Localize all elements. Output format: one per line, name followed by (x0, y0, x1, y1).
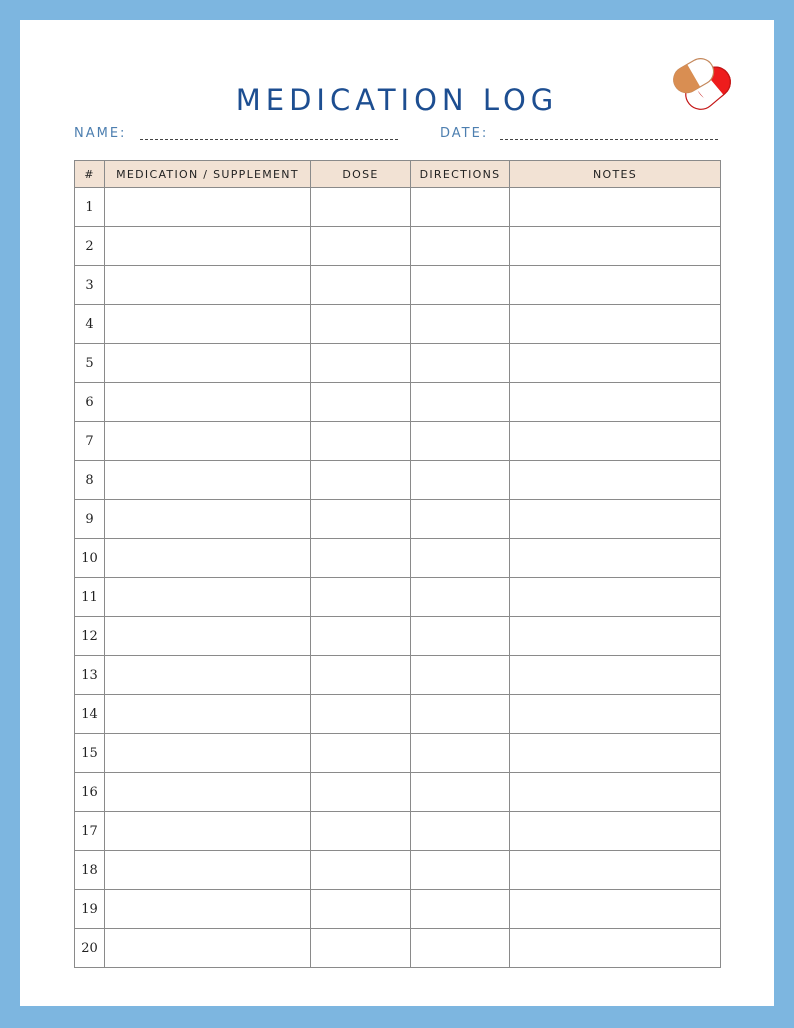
table-row (75, 461, 721, 500)
row-number: 10 (75, 539, 105, 578)
notes-cell[interactable] (510, 188, 721, 227)
row-number: 1 (75, 188, 105, 227)
directions-cell[interactable] (411, 812, 510, 851)
dose-cell[interactable] (311, 929, 411, 968)
dose-cell[interactable] (311, 851, 411, 890)
medication-cell[interactable] (105, 305, 311, 344)
row-number: 20 (75, 929, 105, 968)
medication-cell[interactable] (105, 422, 311, 461)
table-row (75, 539, 721, 578)
directions-cell[interactable] (411, 539, 510, 578)
dose-cell[interactable] (311, 578, 411, 617)
dose-cell[interactable] (311, 539, 411, 578)
row-number: 14 (75, 695, 105, 734)
notes-cell[interactable] (510, 461, 721, 500)
row-number: 8 (75, 461, 105, 500)
row-number: 13 (75, 656, 105, 695)
table-row (75, 656, 721, 695)
dose-cell[interactable] (311, 773, 411, 812)
pill-capsule-icon (665, 38, 741, 114)
table-row (75, 929, 721, 968)
row-number: 18 (75, 851, 105, 890)
notes-cell[interactable] (510, 539, 721, 578)
dose-cell[interactable] (311, 383, 411, 422)
medication-cell[interactable] (105, 617, 311, 656)
medication-cell[interactable] (105, 500, 311, 539)
table-row (75, 422, 721, 461)
medication-cell[interactable] (105, 812, 311, 851)
dose-cell[interactable] (311, 188, 411, 227)
directions-cell[interactable] (411, 851, 510, 890)
medication-cell[interactable] (105, 578, 311, 617)
name-field[interactable] (140, 139, 398, 140)
table-row (75, 266, 721, 305)
row-number: 4 (75, 305, 105, 344)
notes-cell[interactable] (510, 383, 721, 422)
notes-cell[interactable] (510, 500, 721, 539)
notes-cell[interactable] (510, 851, 721, 890)
directions-cell[interactable] (411, 461, 510, 500)
medication-cell[interactable] (105, 929, 311, 968)
table-row (75, 734, 721, 773)
row-number: 19 (75, 890, 105, 929)
table-row (75, 851, 721, 890)
table-row (75, 188, 721, 227)
dose-cell[interactable] (311, 617, 411, 656)
medication-cell[interactable] (105, 188, 311, 227)
header-notes: NOTES (510, 161, 721, 188)
directions-cell[interactable] (411, 188, 510, 227)
table-row (75, 500, 721, 539)
notes-cell[interactable] (510, 929, 721, 968)
medication-cell[interactable] (105, 773, 311, 812)
medication-cell[interactable] (105, 851, 311, 890)
row-number: 3 (75, 266, 105, 305)
medication-cell[interactable] (105, 890, 311, 929)
table-row (75, 890, 721, 929)
dose-cell[interactable] (311, 656, 411, 695)
header-medication: MEDICATION / SUPPLEMENT (105, 161, 311, 188)
dose-cell[interactable] (311, 422, 411, 461)
log-sheet (20, 20, 774, 1006)
directions-cell[interactable] (411, 578, 510, 617)
row-number: 6 (75, 383, 105, 422)
directions-cell[interactable] (411, 695, 510, 734)
notes-cell[interactable] (510, 617, 721, 656)
dose-cell[interactable] (311, 695, 411, 734)
directions-cell[interactable] (411, 773, 510, 812)
table-row (75, 344, 721, 383)
directions-cell[interactable] (411, 500, 510, 539)
directions-cell[interactable] (411, 734, 510, 773)
directions-cell[interactable] (411, 383, 510, 422)
date-field[interactable] (500, 139, 718, 140)
header-dose: DOSE (311, 161, 411, 188)
table-row (75, 812, 721, 851)
directions-cell[interactable] (411, 266, 510, 305)
row-number: 11 (75, 578, 105, 617)
table-row (75, 578, 721, 617)
dose-cell[interactable] (311, 500, 411, 539)
notes-cell[interactable] (510, 344, 721, 383)
notes-cell[interactable] (510, 578, 721, 617)
row-number: 2 (75, 227, 105, 266)
dose-cell[interactable] (311, 266, 411, 305)
directions-cell[interactable] (411, 227, 510, 266)
directions-cell[interactable] (411, 656, 510, 695)
medication-cell[interactable] (105, 695, 311, 734)
row-number: 17 (75, 812, 105, 851)
directions-cell[interactable] (411, 305, 510, 344)
directions-cell[interactable] (411, 890, 510, 929)
dose-cell[interactable] (311, 344, 411, 383)
table-row (75, 617, 721, 656)
table-body (75, 188, 721, 968)
notes-cell[interactable] (510, 695, 721, 734)
table-row (75, 383, 721, 422)
page-title: MEDICATION LOG (235, 83, 559, 117)
medication-cell[interactable] (105, 734, 311, 773)
medication-cell[interactable] (105, 344, 311, 383)
name-label: NAME: (74, 126, 127, 141)
date-label: DATE: (440, 126, 489, 141)
row-number: 9 (75, 500, 105, 539)
table-row (75, 773, 721, 812)
directions-cell[interactable] (411, 344, 510, 383)
notes-cell[interactable] (510, 227, 721, 266)
table-row (75, 227, 721, 266)
medication-cell[interactable] (105, 383, 311, 422)
medication-cell[interactable] (105, 266, 311, 305)
dose-cell[interactable] (311, 890, 411, 929)
notes-cell[interactable] (510, 422, 721, 461)
header-directions: DIRECTIONS (411, 161, 510, 188)
notes-cell[interactable] (510, 812, 721, 851)
row-number: 12 (75, 617, 105, 656)
dose-cell[interactable] (311, 812, 411, 851)
header-number: # (75, 161, 105, 188)
row-number: 15 (75, 734, 105, 773)
dose-cell[interactable] (311, 461, 411, 500)
notes-cell[interactable] (510, 890, 721, 929)
notes-cell[interactable] (510, 266, 721, 305)
row-number: 5 (75, 344, 105, 383)
dose-cell[interactable] (311, 305, 411, 344)
notes-cell[interactable] (510, 305, 721, 344)
notes-cell[interactable] (510, 773, 721, 812)
row-number: 7 (75, 422, 105, 461)
directions-cell[interactable] (411, 617, 510, 656)
notes-cell[interactable] (510, 734, 721, 773)
medication-cell[interactable] (105, 227, 311, 266)
notes-cell[interactable] (510, 656, 721, 695)
table-header-row (75, 161, 721, 188)
table-row (75, 305, 721, 344)
medication-table (74, 160, 721, 968)
directions-cell[interactable] (411, 929, 510, 968)
dose-cell[interactable] (311, 227, 411, 266)
dose-cell[interactable] (311, 734, 411, 773)
row-number: 16 (75, 773, 105, 812)
medication-cell[interactable] (105, 656, 311, 695)
medication-cell[interactable] (105, 461, 311, 500)
directions-cell[interactable] (411, 422, 510, 461)
table-row (75, 695, 721, 734)
medication-cell[interactable] (105, 539, 311, 578)
